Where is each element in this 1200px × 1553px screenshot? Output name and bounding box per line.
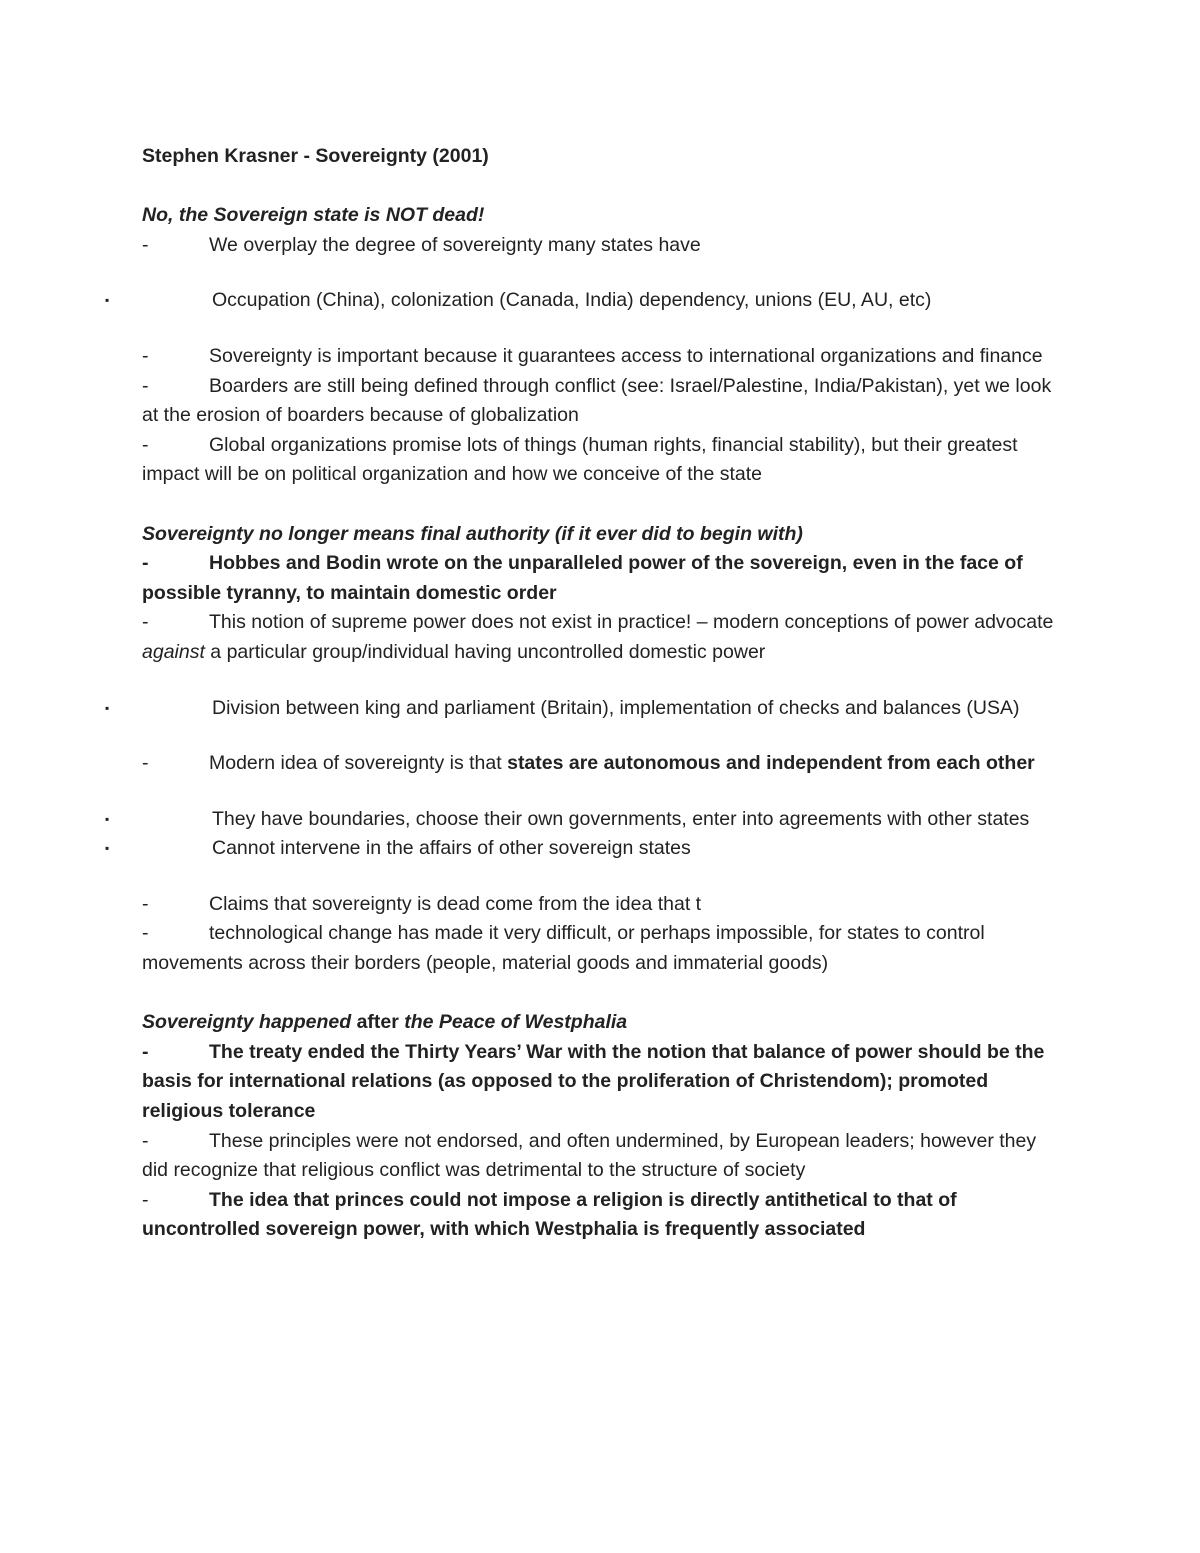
list-item: - Modern idea of sovereignty is that states are autonomous and independent from each other	[142, 752, 1035, 775]
list-item: - Sovereignty is important because it guarantees access to international organizations and finance	[142, 344, 1043, 367]
bullet-icon: ▪	[105, 700, 110, 715]
bullet-item: ▪ They have boundaries, choose their own governments, enter into agreements with other states	[142, 805, 1067, 835]
bullet-item: ▪ Occupation (China), colonization (Canada, India) dependency, unions (EU, AU, etc)	[142, 286, 1067, 316]
bullet-icon: ▪	[105, 293, 110, 308]
list-item: - Claims that sovereignty is dead come from the idea that t	[142, 892, 702, 915]
document-title: Stephen Krasner - Sovereignty (2001)	[142, 145, 489, 167]
bullet-icon: ▪	[105, 811, 110, 826]
document-page	[105, 142, 1067, 1245]
list-item: - This notion of supreme power does not exist in practice! – modern conceptions of power advocate against a particular group/individual having uncontrolled domestic power	[142, 611, 1054, 663]
section-heading-sovereign-not-dead: No, the Sovereign state is NOT dead!	[142, 204, 485, 227]
list-item: - The idea that princes could not impose a religion is directly antithetical to that of uncontrolled sovereign power, with which Westphalia is frequently associated	[142, 1188, 957, 1241]
list-item: - Global organizations promise lots of things (human rights, financial stability), but their greatest impact will be on political organization and how we conceive of the state	[142, 433, 1018, 486]
list-item: - Hobbes and Bodin wrote on the unparalleled power of the sovereign, even in the face of possible tyranny, to maintain domestic order	[142, 552, 1023, 604]
list-item: - Boarders are still being defined through conflict (see: Israel/Palestine, India/Pakistan), yet we look at the erosion of boarders because of globalization	[142, 374, 1052, 427]
section-heading-westphalia: Sovereignty happened after the Peace of Westphalia	[142, 1011, 628, 1034]
list-item: - technological change has made it very difficult, or perhaps impossible, for states to control movements across their borders (people, material goods and immaterial goods)	[142, 922, 985, 975]
list-item: - We overplay the degree of sovereignty many states have	[142, 233, 701, 256]
bullet-item: ▪ Cannot intervene in the affairs of other sovereign states	[142, 834, 1067, 864]
section-heading-final-authority: Sovereignty no longer means final authority (if it ever did to begin with)	[142, 522, 803, 545]
list-item: - The treaty ended the Thirty Years’ War with the notion that balance of power should be the basis for international relations (as opposed to the proliferation of Christendom); promoted religious tolerance	[142, 1040, 1045, 1123]
bullet-icon: ▪	[105, 841, 110, 856]
bullet-item: ▪ Division between king and parliament (Britain), implementation of checks and balances (USA)	[142, 694, 1067, 724]
list-item: - These principles were not endorsed, and often undermined, by European leaders; however they did recognize that religious conflict was detrimental to the structure of society	[142, 1129, 1037, 1182]
